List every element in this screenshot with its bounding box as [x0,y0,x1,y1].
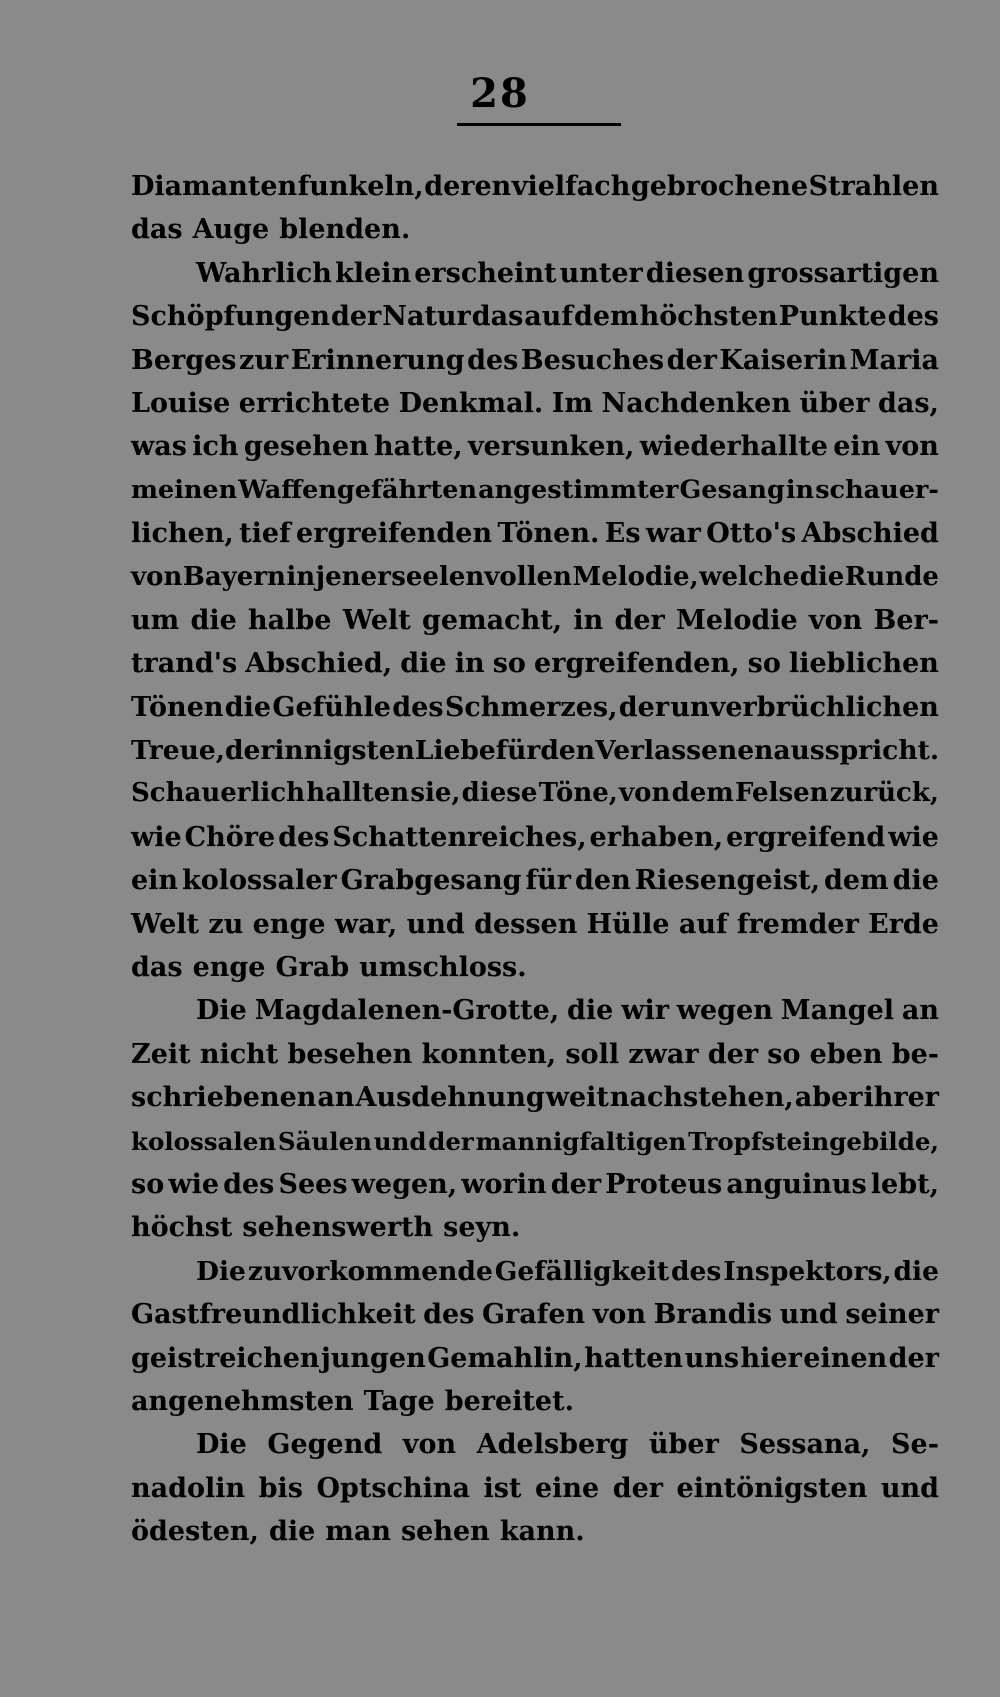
word: der [614,604,665,636]
word: Tönen [131,691,224,723]
word: diese [461,778,538,809]
text-line [131,1380,939,1423]
word: dem [824,865,889,897]
word: wie [131,821,182,853]
text-line [131,772,939,815]
word: gemacht, [422,604,563,636]
word: in [286,561,316,592]
word: Waffengefährten [238,474,477,505]
header-rule [457,123,621,126]
word: zu [208,908,244,940]
word: Abschied, [245,648,393,680]
word: der [224,735,275,767]
word: die [567,995,614,1027]
word: war, [334,908,398,940]
word: Säulen [277,1126,372,1156]
word: Gefühle [272,691,391,723]
word: das [131,214,183,246]
word: Melodie [676,604,798,636]
word: den [540,735,596,767]
word: kann. [499,1516,585,1548]
word: erhaben, [589,821,724,853]
word: seelenvollen [391,561,572,592]
word: für [525,865,572,897]
word: Proteus [605,1168,723,1200]
text-line [131,1076,939,1119]
word: Adelsberg [476,1429,629,1461]
word: versunken, [467,431,635,463]
word: Die [196,1429,247,1461]
word: seiner [845,1299,939,1331]
word: Wahrlich [196,257,332,289]
word: ausspricht. [773,735,940,767]
text-line [131,946,939,989]
word: die [224,691,272,723]
word: kolossalen [131,1126,277,1156]
word: Gemahlin, [427,1342,583,1374]
text-line [131,686,939,729]
word: in [573,604,604,636]
text-line [131,556,939,599]
word: von [131,561,183,592]
word: Se- [891,1429,939,1461]
word: klein [335,257,412,289]
page-number: 28 [470,70,530,117]
word: gebrochene [630,171,809,202]
word: eben [809,1038,883,1070]
word: über [648,1429,719,1461]
word: wegen, [351,1168,458,1200]
word: tief [239,518,291,550]
word: eine [534,1472,600,1504]
word: so [492,648,526,680]
word: und [406,908,465,940]
word: Schöpfungen [131,301,331,333]
word: Töne, [538,778,618,809]
word: höchsten [639,301,778,333]
paragraph [131,989,939,1249]
word: zur [238,344,289,376]
word: zwar [628,1038,699,1070]
text-line [131,816,939,859]
word: die [893,1255,939,1287]
text-line [131,425,939,468]
word: angenehmsten [131,1385,354,1417]
word: auf [524,301,574,333]
word: Tönen. [497,518,600,550]
text-line [131,1163,939,1206]
word: Kaiserin [719,344,848,376]
word: gesehen [243,431,369,463]
word: Runde [844,561,939,592]
word: des [671,1255,722,1287]
word: des [392,691,444,723]
word: bereitet. [444,1385,574,1417]
word: enge [252,908,326,940]
word: und [880,1472,939,1504]
word: Verlassenen [595,735,774,767]
word: so [747,648,781,680]
word: funkeln, [297,171,424,202]
word: Tage [363,1385,435,1417]
text-line [131,599,939,642]
word: von [592,1299,647,1331]
word: ist [483,1472,522,1504]
word: der [707,1038,759,1070]
word: die [190,604,237,636]
word: von [885,431,939,463]
text-line [131,382,939,425]
word: lichen, [131,518,234,550]
word: an [901,995,939,1027]
word: Erinnerung [290,344,465,376]
word: schauer- [815,474,939,505]
word: von [402,1429,457,1461]
word: hier [740,1342,802,1374]
word: Auge [192,214,270,246]
word: deren [424,171,512,202]
word: des [278,821,330,853]
word: welche [699,561,800,592]
word: Chöre [184,821,276,853]
word: Magdalenen-Grotte, [254,995,560,1027]
word: Die [196,1255,246,1287]
word: Treue, [131,735,225,767]
word: einen [803,1342,888,1374]
word: die [799,561,845,592]
word: den [575,865,631,897]
text-line [131,1250,939,1293]
word: des [223,1168,275,1200]
word: ich [192,431,239,463]
word: in [785,474,815,505]
word: Zeit [131,1038,191,1070]
word: umschloss. [359,952,527,984]
word: wir [621,995,669,1027]
word: fremder [736,908,859,940]
word: die [400,648,447,680]
word: ergreifenden, [534,648,740,680]
word: wegen [676,995,773,1027]
word: Grab [275,952,350,984]
text-line [131,295,939,338]
word: aber [794,1082,863,1114]
word: Hülle [586,908,670,940]
word: halbe [248,604,332,636]
word: war [645,518,701,550]
word: enge [192,952,266,984]
word: Mangel [780,995,895,1027]
word: der [612,1472,664,1504]
body-text [131,165,939,1554]
word: so [131,1168,165,1200]
word: sehen [400,1516,490,1548]
word: um [131,604,180,636]
text-line [131,339,939,382]
text-line [131,642,939,685]
word: jener [315,561,391,592]
text-line [131,859,939,902]
word: wiederhallte [639,431,828,463]
word: ödesten, [131,1516,259,1548]
word: dem [671,778,734,809]
word: soll [565,1038,620,1070]
paragraph [131,252,939,990]
text-line [131,512,939,555]
word: zurück, [829,778,939,809]
word: Im [551,387,593,419]
word: Welt [131,908,200,940]
word: nadolin [131,1472,246,1504]
paragraph [131,1423,939,1553]
word: bis [258,1472,304,1504]
word: Die [196,995,247,1027]
word: hallten [306,778,410,809]
word: und [779,1299,838,1331]
word: Erde [868,908,939,940]
word: unter [559,257,643,289]
word: be- [891,1038,939,1070]
word: von [619,778,671,809]
word: die [892,865,939,897]
word: mannigfaltigen [475,1126,687,1156]
word: das [471,301,524,333]
word: das [131,952,183,984]
word: Gegend [267,1429,383,1461]
word: der [428,1126,474,1156]
word: hatten [584,1342,684,1374]
word: nicht [199,1038,279,1070]
word: Es [604,518,641,550]
word: höchst [131,1212,233,1244]
text-line [131,1033,939,1076]
word: des [887,301,939,333]
word: Sees [278,1168,348,1200]
word: was [131,431,187,463]
word: innigsten [274,735,415,767]
word: so [767,1038,801,1070]
word: Optschina [316,1472,471,1504]
word: Gastfreundlichkeit [131,1299,416,1331]
word: wie [168,1168,220,1200]
text-line [131,208,939,251]
word: Denkmal. [398,387,544,419]
word: trand's [131,648,238,680]
word: der [550,1168,602,1200]
word: Maria [849,344,939,376]
word: Otto's [706,518,797,550]
word: Melodie, [572,561,699,592]
word: ein [833,431,881,463]
word: wie [888,821,939,853]
word: sie, [410,778,461,809]
word: die [268,1516,316,1548]
text-line [131,252,939,295]
word: weit [545,1082,609,1114]
word: Sessana, [739,1429,871,1461]
word: Inspektors, [723,1255,892,1287]
word: schriebenen [131,1082,317,1114]
word: blenden. [279,214,411,246]
word: des [423,1299,475,1331]
word: Bayern [182,561,286,592]
text-line [131,1423,939,1466]
word: auf [678,908,728,940]
word: diesen [645,257,745,289]
word: Brandis [653,1299,773,1331]
word: über [799,387,870,419]
paragraph [131,165,939,252]
paragraph [131,1250,939,1424]
word: unverbrüchlichen [670,691,939,723]
word: geistreichen [131,1342,320,1374]
word: jungen [321,1342,426,1374]
word: an [317,1082,355,1114]
word: ergreifend [726,821,886,853]
word: der [888,1342,939,1374]
text-line [131,1510,939,1553]
word: Ber- [873,604,939,636]
word: Louise [131,387,231,419]
text-line [131,1120,939,1163]
word: konnten, [421,1038,557,1070]
word: besehen [287,1038,413,1070]
word: das, [877,387,939,419]
word: Berges [131,344,237,376]
word: Schauerlich [131,778,305,809]
word: sehenswerth [242,1212,434,1244]
word: Strahlen [808,171,939,202]
word: ergreifenden [296,518,493,550]
word: eintönigsten [676,1472,868,1504]
word: erscheint [414,257,557,289]
word: der [666,344,717,376]
word: ihrer [863,1082,939,1114]
word: Felsen [734,778,829,809]
word: Schattenreiches, [332,821,587,853]
word: und [373,1126,427,1156]
word: angestimmter [478,474,679,505]
word: dessen [474,908,578,940]
text-line [131,729,939,772]
text-line [131,1206,939,1249]
word: Gefälligkeit [494,1255,670,1287]
word: Riesengeist, [634,865,820,897]
word: Abschied [801,518,939,550]
word: anguinus [726,1168,867,1200]
text-line [131,165,939,208]
text-line [131,469,939,512]
word: Natur [382,301,471,333]
word: man [325,1516,391,1548]
word: grossartigen [747,257,939,289]
word: der [618,691,670,723]
word: Punkte [778,301,887,333]
word: worin [461,1168,547,1200]
word: Gesang [679,474,785,505]
word: in [454,648,485,680]
word: errichtete [238,387,391,419]
word: Schmerzes, [444,691,618,723]
text-line [131,1293,939,1336]
word: uns [684,1342,740,1374]
word: dem [574,301,639,333]
word: Nachdenken [601,387,791,419]
word: zuvorkommende [247,1255,493,1287]
word: Diamanten [131,171,298,202]
word: der [331,301,382,333]
word: von [808,604,863,636]
word: Liebe [414,735,496,767]
word: lebt, [870,1168,939,1200]
word: nachstehen, [609,1082,794,1114]
word: hatte, [374,431,463,463]
word: lieblichen [788,648,939,680]
word: Besuches [520,344,665,376]
word: kolossaler [182,865,337,897]
word: Welt [342,604,411,636]
text-line [131,903,939,946]
text-line [131,1337,939,1380]
word: seyn. [443,1212,521,1244]
word: ein [131,865,179,897]
word: Ausdehnung [355,1082,545,1114]
word: des [467,344,519,376]
text-line [131,989,939,1032]
word: vielfach [511,171,631,202]
text-line [131,1467,939,1510]
word: Grafen [481,1299,586,1331]
word: Tropfsteingebilde, [688,1126,939,1156]
word: meinen [131,474,238,505]
word: für [495,735,541,767]
word: Grabgesang [340,865,522,897]
